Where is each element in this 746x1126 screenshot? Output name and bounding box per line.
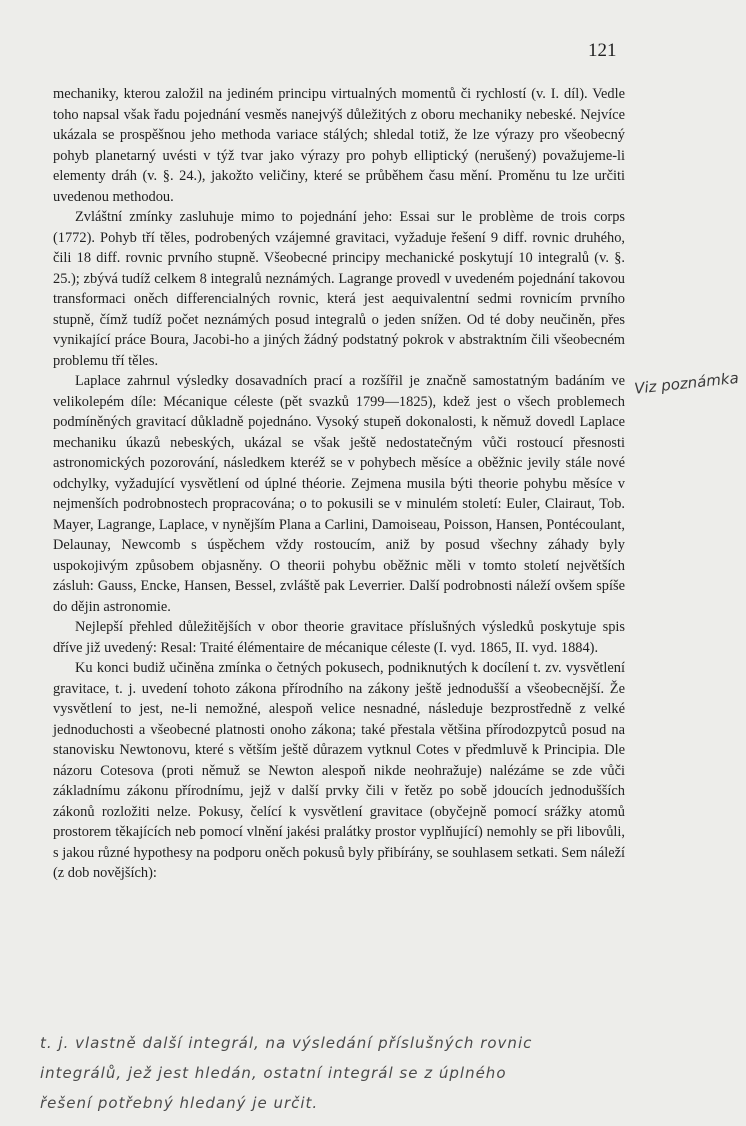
- paragraph-3: Laplace zahrnul výsledky dosavadních prací a rozšířil je značně samostatným badáním ve velikolepém díle: Mécanique céleste (pět svazků 1799—1825), kdež jest o všech problemech podmíněných gravitací důkladně pojednáno. Vysoký stupeň dokonalosti, k němuž dovedl Laplace mechaniku úkazů nebeských, ukázal se však ještě nedostatečným vůči rostoucí přesnosti astronomických pozorování, následkem kteréž se v pohybech měsíce a oběžnic jevily stále nové odchylky, vyžadující vysvětlení od úplné théorie. Zejmena musila býti theorie pohybu měsíce v nejmenších podrobnostech propracována; o to pokusili se v minulém století: Euler, Clairaut, Tob. Mayer, Lagrange, Laplace, v nynějším Plana a Carlini, Damoiseau, Poisson, Hansen, Pontécoulant, Delaunay, Newcomb s úspěchem vždy rostoucím, aniž by posud všechny záhady byly uspokojivým způsobem objasněny. O theorii pohybu oběžnic měli v tomto století největších zásluh: Gauss, Encke, Hansen, Bessel, zvláště pak Leverrier. Další podrobnosti náleží ovšem spíše do dějin astronomie.: [53, 373, 625, 615]
- handwritten-line-2: integrálů, jež jest hledán, ostatní integrál se z úplného: [40, 1064, 507, 1082]
- paragraph-5: Ku konci budiž učiněna zmínka o četných pokusech, podniknutých k docílení t. zv. vysvětlení gravitace, t. j. uvedení tohoto zákona přírodního na zákony ještě jednodušší a všeobecnější. Že vysvětlení to jest, ne-li nemožné, alespoň velice nesnadné, následuje bezprostředně z velké jednoduchosti a všeobecné platnosti onoho zákona; také přestala většina přírodozpytců posud na stanovisku Newtonovu, které s větším ještě důrazem vytknul Cotes v předmluvě k Principia. Dle názoru Cotesova (proti němuž se Newton alespoň nikde neohražuje) nalézáme se zde vůči základnímu zákonu přírodnímu, jejž v další prvky čili v řetěz po sobě jdoucích jednodušších zákonů rozložiti nelze. Pokusy, čelící k vysvětlení gravitace (obyčejně pomocí srážky atomů prostorem těkajících neb pomocí vlnění jakési pralátky prostor vyplňující) nemohly se při libovůli, s jakou různé hypothesy na podporu oněch pokusů byly přibírány, se souhlasem setkati. Sem náleží (z dob novějších):: [53, 660, 625, 881]
- body-text: [53, 84, 625, 884]
- handwritten-line-1: t. j. vlastně další integrál, na výsledání příslušných rovnic: [40, 1034, 533, 1052]
- page-number: 121: [588, 40, 617, 61]
- paragraph-1: mechaniky, kterou založil na jediném principu virtualných momentů či rychlostí (v. I. díl). Vedle toho napsal však řadu pojednání vesměs nanejvýš důležitých z oboru mechaniky nebeské. Nejvíce ukázala se prospěšnou jeho methoda variace stálých; shledal totiž, že lze výrazy pro všeobecný pohyb planetarný uvésti v týž tvar jako výrazy pro pohyb elliptický (nerušený) považujeme-li elementy dráh (v. §. 24.), jakožto veličiny, které se průběhem času mění. Proměnu tu lze určiti uvedenou methodou.: [53, 86, 625, 205]
- paragraph-4: Nejlepší přehled důležitějších v obor theorie gravitace příslušných výsledků poskytuje spis dříve již uvedený: Resal: Traité élémentaire de mécanique céleste (I. vyd. 1865, II. vyd. 1884).: [53, 619, 625, 656]
- handwritten-line-3: řešení potřebný hledaný je určit.: [40, 1094, 319, 1112]
- paragraph-2: Zvláštní zmínky zasluhuje mimo to pojednání jeho: Essai sur le problème de trois corps (1772). Pohyb tří těles, podrobených vzájemné gravitaci, vyžaduje řešení 9 diff. rovnic druhého, čili 18 diff. rovnic prvního stupně. Všeobecné principy mechanické poskytují 10 integralů (v. §. 25.); zbývá tudíž celkem 8 integralů neznámých. Lagrange provedl v uvedeném pojednání takovou transformaci oněch differencialných rovnic, která jest aequivalentní sedmi rovnicím prvního stupně, čímž tudíž počet neznámých posud integralů o jeden snížen. Od té doby neučiněn, přes vynikající práce Boura, Jacobi-ho a jiných žádný podstatný pokrok v abstraktním čili všeobecném problemu tří těles.: [53, 209, 625, 369]
- handwritten-margin-note: Viz poznámka: [633, 368, 740, 398]
- handwritten-footnote: [40, 1028, 730, 1118]
